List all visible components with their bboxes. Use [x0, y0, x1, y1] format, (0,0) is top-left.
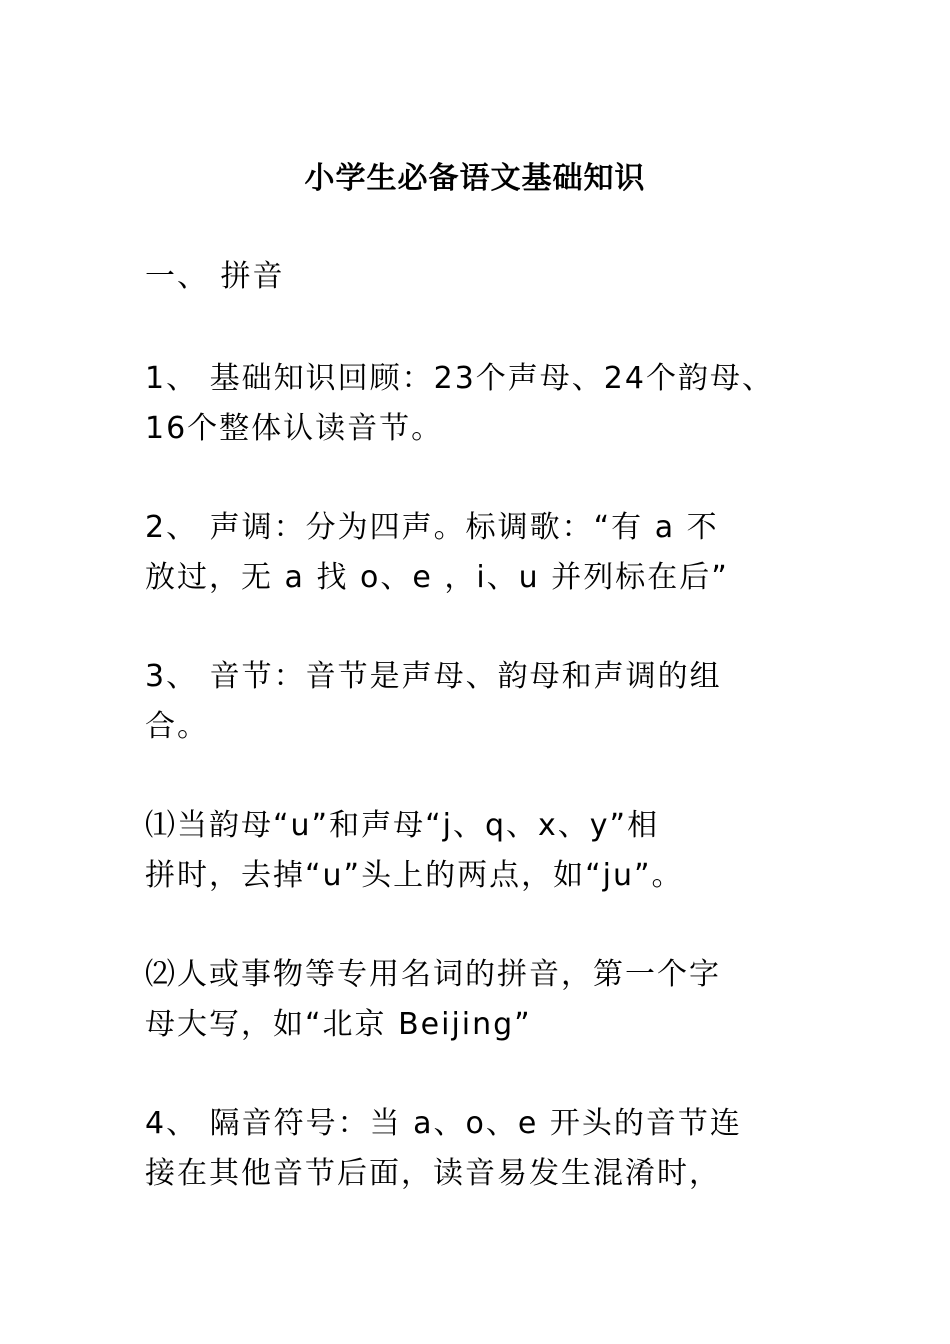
paragraph-4-line-2: 接在其他音节后面，读音易发生混淆时，	[145, 1156, 721, 1191]
paragraph-2-line-1: 2、 声调：分为四声。标调歌：“有 a 不	[145, 510, 719, 545]
section-heading-pinyin: 一、 拼音	[145, 259, 285, 294]
paragraph-2-line-2: 放过，无 a 找 o、e ，i、u 并列标在后”	[145, 560, 729, 595]
paragraph-1-line-1: 1、 基础知识回顾：23个声母、24个韵母、	[145, 361, 774, 396]
paragraph-3-line-1: 3、 音节：音节是声母、韵母和声调的组	[145, 659, 722, 694]
paragraph-3-line-2: 合。	[145, 709, 209, 744]
subitem-2-line-1: ⑵人或事物等专用名词的拼音，第一个字	[145, 957, 721, 992]
subitem-1-line-2: 拼时，去掉“u”头上的两点，如“ju”。	[145, 858, 684, 893]
paragraph-4-line-1: 4、 隔音符号：当 a、o、e 开头的音节连	[145, 1106, 742, 1141]
subitem-2-line-2: 母大写，如“北京 Beijing”	[145, 1007, 532, 1042]
document-title: 小学生必备语文基础知识	[304, 161, 646, 196]
paragraph-1-line-2: 16个整体认读音节。	[145, 411, 444, 446]
subitem-1-line-1: ⑴当韵母“u”和声母“j、q、x、y”相	[145, 808, 660, 843]
